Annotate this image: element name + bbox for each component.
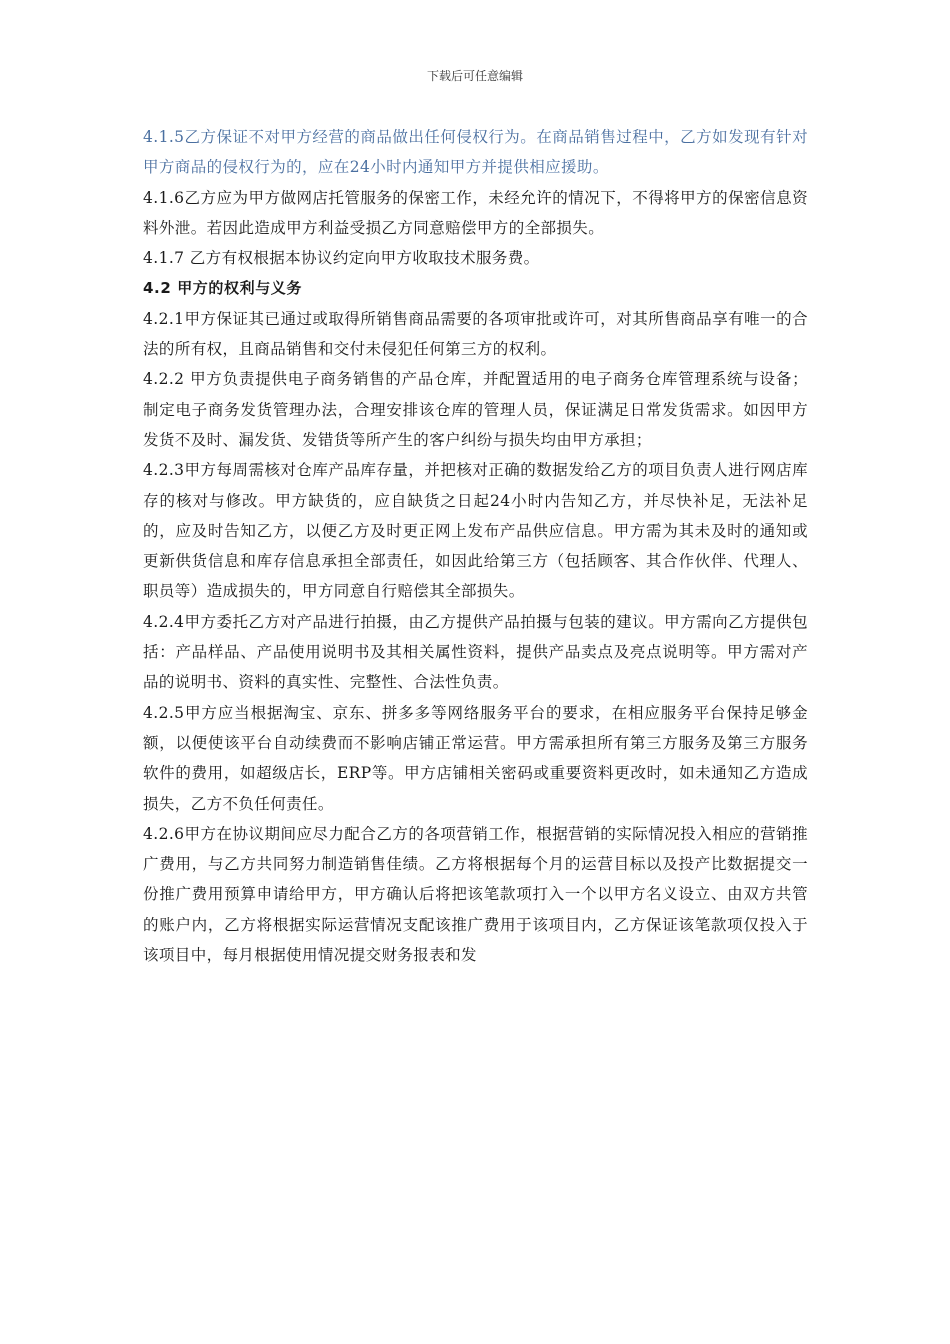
document-body: [143, 122, 808, 970]
clause-4-2-2: 4.2.2 甲方负责提供电子商务销售的产品仓库，并配置适用的电子商务仓库管理系统与设备；制定电子商务发货管理办法，合理安排该仓库的管理人员，保证满足日常发货需求。如因甲方发货不及时、漏发货、发错货等所产生的客户纠纷与损失均由甲方承担；: [143, 370, 808, 449]
clause-4-2-5: 4.2.5甲方应当根据淘宝、京东、拼多多等网络服务平台的要求，在相应服务平台保持足够金额，以便使该平台自动续费而不影响店铺正常运营。甲方需承担所有第三方服务及第三方服务软件的费用，如超级店长，ERP等。甲方店铺相关密码或重要资料更改时，如未通知乙方造成损失，乙方不负任何责任。: [143, 703, 808, 813]
section-heading-4-2: 4.2 甲方的权利与义务: [143, 279, 302, 298]
clause-4-1-7: 4.1.7 乙方有权根据本协议约定向甲方收取技术服务费。: [143, 249, 540, 268]
page-header: 下载后可任意编辑: [426, 69, 523, 83]
clause-4-1-5: 4.1.5乙方保证不对甲方经营的商品做出任何侵权行为。在商品销售过程中，乙方如发现有针对甲方商品的侵权行为的，应在24小时内通知甲方并提供相应援助。: [143, 128, 808, 177]
clause-4-2-4: 4.2.4甲方委托乙方对产品进行拍摄，由乙方提供产品拍摄与包装的建议。甲方需向乙方提供包括：产品样品、产品使用说明书及其相关属性资料，提供产品卖点及亮点说明等。甲方需对产品的说明书、资料的真实性、完整性、合法性负责。: [143, 612, 808, 692]
clause-4-1-6: 4.1.6乙方应为甲方做网店托管服务的保密工作，未经允许的情况下，不得将甲方的保密信息资料外泄。若因此造成甲方利益受损乙方同意赔偿甲方的全部损失。: [143, 188, 808, 237]
clause-4-2-6: 4.2.6甲方在协议期间应尽力配合乙方的各项营销工作，根据营销的实际情况投入相应的营销推广费用，与乙方共同努力制造销售佳绩。乙方将根据每个月的运营目标以及投产比数据提交一份推广费用预算申请给甲方，甲方确认后将把该笔款项打入一个以甲方名义设立、由双方共管的账户内，乙方将根据实际运营情况支配该推广费用于该项目内，乙方保证该笔款项仅投入于该项目中，每月根据使用情况提交财务报表和发: [143, 824, 808, 965]
clause-4-2-3: 4.2.3甲方每周需核对仓库产品库存量，并把核对正确的数据发给乙方的项目负责人进行网店库存的核对与修改。甲方缺货的，应自缺货之日起24小时内告知乙方，并尽快补足，无法补足的，应及时告知乙方，以便乙方及时更正网上发布产品供应信息。甲方需为其未及时的通知或更新供货信息和库存信息承担全部责任，如因此给第三方（包括顾客、其合作伙伴、代理人、职员等）造成损失的，甲方同意自行赔偿其全部损失。: [143, 461, 808, 601]
clause-4-2-1: 4.2.1甲方保证其已通过或取得所销售商品需要的各项审批或许可，对其所售商品享有唯一的合法的所有权，且商品销售和交付未侵犯任何第三方的权利。: [143, 309, 808, 359]
